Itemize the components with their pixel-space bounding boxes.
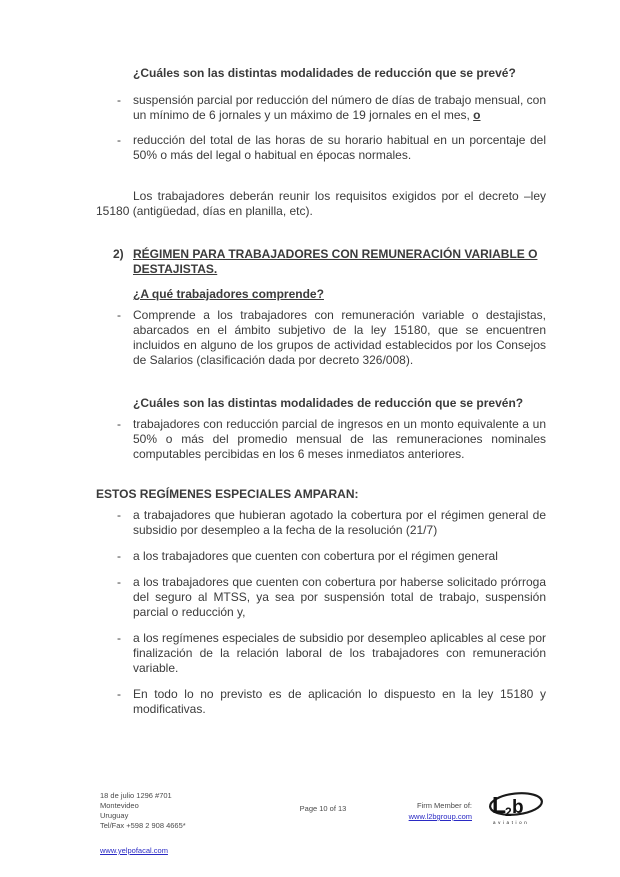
bullet-dash: -: [117, 631, 121, 645]
list-item: [96, 508, 546, 538]
section-2-number: 2): [113, 247, 124, 261]
bullet-text: En todo lo no previsto es de aplicación lo dispuesto en la ley 15180 y modificativas.: [133, 687, 546, 716]
footer-address-block: [100, 791, 186, 831]
bullet-text: reducción del total de las horas de su horario habitual en un porcentaje del 50% o más del legal o habitual en épocas normales.: [133, 133, 546, 162]
list-item: [96, 575, 546, 620]
bullet-list-comprende: [96, 308, 546, 368]
l2b-aviation-logo: [486, 791, 544, 831]
bullet-text-emphasis-o: o: [473, 108, 481, 122]
footer-address-line: 18 de julio 1296 #701: [100, 791, 172, 800]
firm-member-link[interactable]: www.l2bgroup.com: [408, 812, 472, 821]
bullet-list-modalidades-1: [96, 93, 546, 163]
bullet-text: a trabajadores que hubieran agotado la cobertura por el régimen general de subsidio por desempleo a la fecha de la resolución (21/7): [133, 508, 546, 537]
bullet-list-amparan: [96, 508, 546, 717]
footer-website-link[interactable]: www.yelpofacal.com: [100, 846, 168, 855]
firm-member-label: Firm Member of:: [416, 801, 472, 810]
bullet-dash: -: [117, 575, 121, 589]
page-number: Page 10 of 13: [299, 804, 347, 813]
footer-address-line: Montevideo: [100, 801, 139, 810]
bullet-dash: -: [117, 417, 121, 431]
logo-subtext-aviation: aviation: [493, 820, 530, 825]
list-item: [96, 308, 546, 368]
logo-letter-l: L: [492, 792, 507, 818]
bullet-text: trabajadores con reducción parcial de ingresos en un monto equivalente a un 50% o más del promedio mensual de las remuneraciones nominales computables percibidas en los 6 meses inmediatos anteriores.: [133, 417, 546, 461]
section-2-title: RÉGIMEN PARA TRABAJADORES CON REMUNERACIÓN VARIABLE O DESTAJISTAS.: [133, 247, 538, 276]
firm-member-block: [372, 800, 472, 822]
list-item: [96, 687, 546, 717]
bullet-dash: -: [117, 93, 121, 107]
bullet-text-main: suspensión parcial por reducción del número de días de trabajo mensual, con un mínimo de 6 jornales y un máximo de 19 jornales en el mes,: [133, 93, 546, 122]
paragraph-requisitos: Los trabajadores deberán reunir los requisitos exigidos por el decreto –ley 15180 (antigüedad, días en planilla, etc).: [96, 189, 546, 218]
list-item: [96, 549, 546, 564]
bullet-text: a los trabajadores que cuenten con cobertura por haberse solicitado prórroga del seguro al MTSS, ya sea por suspensión total de trabajo, suspensión parcial o reducción y,: [133, 575, 546, 619]
heading-modalidades-prevén: ¿Cuáles son las distintas modalidades de reducción que se prevén?: [133, 396, 524, 410]
section-2-heading: [96, 247, 546, 277]
logo-letter-b: b: [512, 797, 524, 818]
bullet-dash: -: [117, 549, 121, 563]
bullet-text: Comprende a los trabajadores con remuneración variable o destajistas, abarcados en el ámbito subjetivo de la ley 15180, que se encuentren incluidos en alguno de los grupos de actividad establecidos por los Consejos de Salarios (clasificación dada por decreto 326/008).: [133, 308, 546, 367]
bullet-dash: -: [117, 508, 121, 522]
bullet-dash: -: [117, 133, 121, 147]
bullet-text: a los trabajadores que cuenten con cobertura por el régimen general: [133, 549, 498, 563]
heading-modalidades-prevé: ¿Cuáles son las distintas modalidades de reducción que se prevé?: [133, 66, 516, 80]
bullet-list-modalidades-2: [96, 417, 546, 462]
list-item: [96, 631, 546, 676]
bullet-text: [133, 93, 546, 123]
footer-address-line: Uruguay: [100, 811, 129, 820]
bullet-dash: -: [117, 308, 121, 322]
heading-a-que-trabajadores: ¿A qué trabajadores comprende?: [133, 287, 324, 301]
bullet-text: a los regímenes especiales de subsidio por desempleo aplicables al cese por finalización de la relación laboral de los trabajadores con remuneración variable.: [133, 631, 546, 675]
heading-regimenes-amparan: ESTOS REGÍMENES ESPECIALES AMPARAN:: [96, 487, 359, 501]
footer-address-line: Tel/Fax +598 2 908 4665*: [100, 821, 186, 830]
list-item: [96, 93, 546, 123]
list-item: [96, 417, 546, 462]
bullet-dash: -: [117, 687, 121, 701]
document-body: [96, 66, 546, 717]
l2b-logo-icon: [486, 791, 544, 831]
list-item: [96, 133, 546, 163]
logo-digit-2: 2: [505, 805, 512, 819]
